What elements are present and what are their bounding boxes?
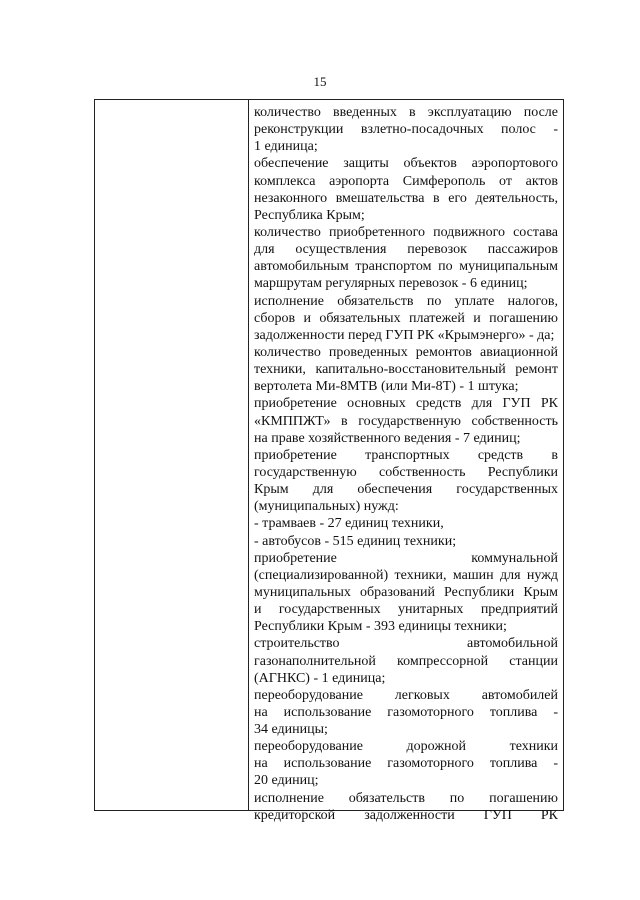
text-line: Крым для обеспечения государственных [254, 482, 558, 498]
text-line: на праве хозяйственного ведения - 7 единиц; [254, 430, 521, 446]
text-line: незаконного вмешательства в его деятельность, [254, 190, 558, 206]
text-line: муниципальных образований Республики Крым [254, 584, 558, 600]
text-line: исполнение обязательств по погашению [254, 790, 558, 806]
text-line: комплекса аэропорта Симферополь от актов [254, 173, 558, 189]
table-cell-left-empty [95, 100, 249, 810]
text-line: и государственных унитарных предприятий [254, 602, 558, 618]
text-line: «КМППЖТ» в государственную собственность [254, 413, 558, 429]
text-line: (муниципальных) нужд: [254, 499, 399, 515]
text-line: приобретение коммунальной [254, 550, 558, 566]
text-line: исполнение обязательств по уплате налогов, [254, 293, 558, 309]
text-line: обеспечение защиты объектов аэропортового [254, 156, 558, 172]
text-line: реконструкции взлетно-посадочных полос - [254, 122, 558, 138]
text-line: - автобусов - 515 единиц техники; [254, 533, 457, 549]
text-line: газонаполнительной компрессорной станции [254, 653, 558, 669]
text-line: кредиторской задолженности ГУП РК [254, 807, 558, 823]
text-line: Республика Крым; [254, 207, 365, 223]
text-line: задолженности перед ГУП РК «Крымэнерго» - да; [254, 327, 555, 343]
page-number: 15 [313, 74, 327, 89]
text-line: - трамваев - 27 единиц техники, [254, 516, 444, 532]
text-line: переоборудование дорожной техники [254, 739, 558, 755]
text-line: (АГНКС) - 1 единица; [254, 670, 386, 686]
text-line: на использование газомоторного топлива - [254, 704, 558, 720]
text-line: автомобильным транспортом по муниципальным [254, 259, 558, 275]
text-line: приобретение основных средств для ГУП РК [254, 396, 558, 412]
text-line: количество приобретенного подвижного состава [254, 224, 558, 240]
text-line: (специализированной) техники, машин для нужд [254, 567, 558, 583]
text-line: приобретение транспортных средств в [254, 447, 558, 463]
text-line: маршрутам регулярных перевозок - 6 единиц; [254, 276, 528, 292]
text-line: на использование газомоторного топлива - [254, 756, 558, 772]
text-line: 34 единицы; [254, 722, 328, 738]
text-line: 1 единица; [254, 139, 318, 155]
text-line: государственную собственность Республики [254, 464, 558, 480]
text-line: 20 единиц; [254, 773, 319, 789]
text-line: вертолета Ми-8МТВ (или Ми-8Т) - 1 штука; [254, 379, 519, 395]
text-line: количество введенных в эксплуатацию после [254, 105, 558, 120]
text-line: количество проведенных ремонтов авиационной [254, 344, 558, 360]
text-line: Республики Крым - 393 единицы техники; [254, 619, 507, 635]
text-line: строительство автомобильной [254, 636, 558, 652]
text-line: для осуществления перевозок пассажиров [254, 242, 558, 258]
text-line: техники, капитально-восстановительный ремонт [254, 362, 558, 378]
text-line: переоборудование легковых автомобилей [254, 687, 558, 703]
document-table [94, 99, 564, 823]
text-line: сборов и обязательных платежей и погашению [254, 310, 558, 326]
table-cell-indicators [254, 104, 558, 824]
